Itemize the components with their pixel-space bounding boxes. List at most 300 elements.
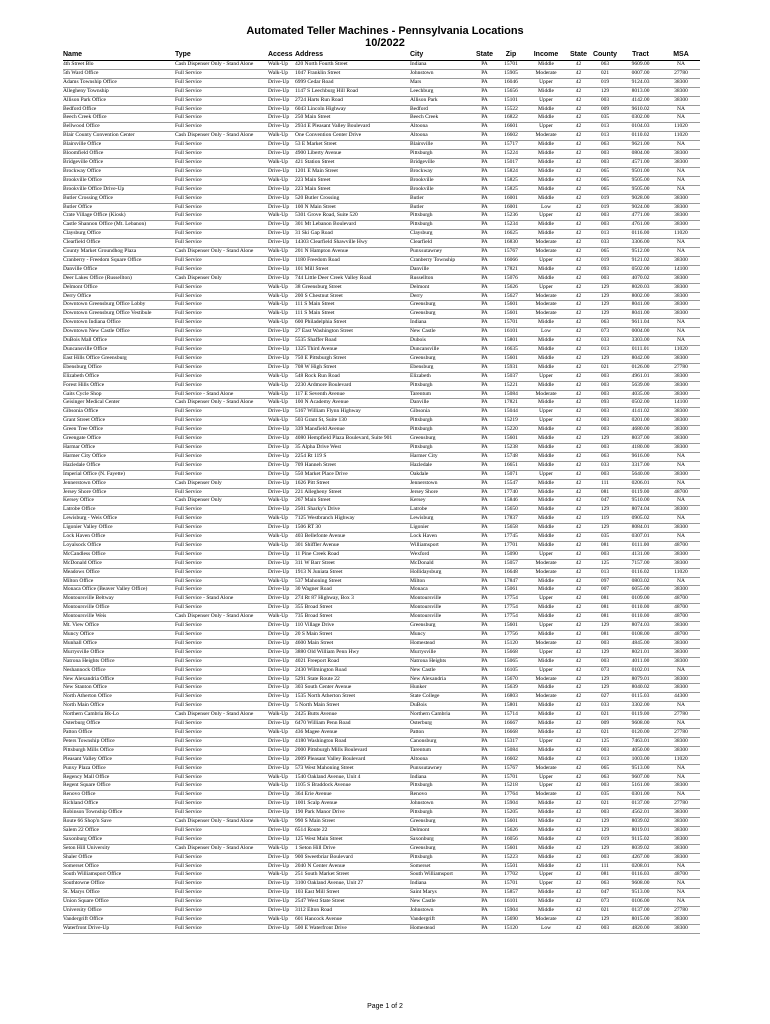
cell-name: McDonald Office [63,559,175,568]
cell-state-code: 42 [566,541,591,550]
cell-tract: 3302.00 [619,702,662,711]
cell-type: Full Service [175,158,268,167]
cell-type: Cash Dispenser Only [175,274,268,283]
cell-city: Muncy [410,631,473,640]
cell-state-code: 42 [566,559,591,568]
cell-tract: 4070.02 [619,274,662,283]
cell-city: Saxonburg [410,835,473,844]
cell-type: Full Service [175,319,268,328]
cell-access: Walk-Up [268,773,295,782]
cell-access: Drive-Up [268,657,295,666]
table-row [63,479,700,488]
cell-zip: 15601 [496,622,526,631]
cell-county: 013 [591,755,619,764]
cell-access: Walk-Up [268,728,295,737]
cell-tract: 4131.00 [619,550,662,559]
cell-zip: 15670 [496,675,526,684]
cell-county: 013 [591,568,619,577]
cell-zip: 16830 [496,239,526,248]
table-row [63,203,700,212]
cell-city: Danville [410,399,473,408]
cell-tract: 4680.00 [619,426,662,435]
cell-state-code: 42 [566,283,591,292]
cell-access: Walk-Up [268,533,295,542]
table-row [63,924,700,933]
cell-tract: 7463.01 [619,737,662,746]
cell-city: Williamsport [410,541,473,550]
cell-income: Middle [526,354,566,363]
cell-tract: 9621.00 [619,141,662,150]
cell-state-code: 42 [566,684,591,693]
cell-name: Peters Township Office [63,737,175,746]
table-row [63,61,700,70]
cell-income: Middle [526,461,566,470]
cell-msa: 38300 [662,78,700,87]
cell-zip: 15057 [496,559,526,568]
cell-zip: 15857 [496,889,526,898]
cell-msa: 38300 [662,256,700,265]
cell-name: New Alexandria Office [63,675,175,684]
cell-zip: 15767 [496,764,526,773]
cell-tract: 4011.00 [619,657,662,666]
cell-address: 420 North Fourth Street [295,61,410,70]
cell-county: 065 [591,176,619,185]
cell-type: Full Service - Stand Alone [175,390,268,399]
cell-income: Upper [526,417,566,426]
cell-name: Montoursville Beltway [63,595,175,604]
cell-state: PA [473,604,496,613]
cell-name: Bridgeville Office [63,158,175,167]
cell-access: Drive-Up [268,426,295,435]
table-row [63,301,700,310]
cell-tract: 0302.00 [619,114,662,123]
cell-state: PA [473,826,496,835]
cell-access: Drive-Up [268,230,295,239]
cell-type: Full Service [175,907,268,916]
cell-type: Full Service [175,577,268,586]
cell-county: 129 [591,87,619,96]
cell-state: PA [473,755,496,764]
cell-zip: 15601 [496,354,526,363]
table-row [63,337,700,346]
cell-state: PA [473,916,496,925]
cell-income: Middle [526,711,566,720]
cell-tract: 8015.00 [619,916,662,925]
cell-state: PA [473,417,496,426]
cell-name: Montoursville Weis [63,613,175,622]
cell-type: Full Service [175,568,268,577]
cell-address: 1147 S Leechburg Hill Road [295,87,410,96]
cell-state: PA [473,818,496,827]
cell-access: Walk-Up [268,283,295,292]
cell-access: Drive-Up [268,194,295,203]
cell-type: Full Service [175,755,268,764]
cell-type: Full Service [175,924,268,933]
cell-address: 101 Mill Street [295,265,410,274]
table-row [63,755,700,764]
cell-zip: 17847 [496,577,526,586]
cell-state: PA [473,853,496,862]
cell-state: PA [473,479,496,488]
cell-state-code: 42 [566,693,591,702]
cell-state-code: 42 [566,123,591,132]
cell-access: Drive-Up [268,87,295,96]
cell-name: Lewisburg - Weis Office [63,515,175,524]
column-header-income: Income [526,50,566,61]
cell-access: Drive-Up [268,203,295,212]
cell-state: PA [473,185,496,194]
cell-income: Middle [526,265,566,274]
cell-name: Butler Crossing Office [63,194,175,203]
cell-msa: NA [662,328,700,337]
cell-state: PA [473,782,496,791]
cell-state-code: 42 [566,631,591,640]
cell-zip: 15317 [496,737,526,746]
cell-income: Middle [526,105,566,114]
cell-address: 267 Main Street [295,497,410,506]
cell-type: Full Service [175,310,268,319]
cell-city: New Castle [410,898,473,907]
cell-name: Greengate Office [63,435,175,444]
cell-name: Gibsonia Office [63,408,175,417]
cell-tract: 0126.00 [619,363,662,372]
table-row [63,631,700,640]
cell-state: PA [473,675,496,684]
cell-county: 063 [591,880,619,889]
cell-type: Full Service [175,773,268,782]
cell-income: Upper [526,123,566,132]
cell-msa: NA [662,889,700,898]
cell-name: Forest Hills Office [63,381,175,390]
cell-access: Walk-Up [268,577,295,586]
cell-name: Vandergrift Office [63,916,175,925]
cell-zip: 16105 [496,666,526,675]
cell-state: PA [473,390,496,399]
cell-tract: 4267.00 [619,853,662,862]
cell-msa: 48700 [662,595,700,604]
cell-city: Pittsburgh [410,150,473,159]
cell-name: Downtown New Castle Office [63,328,175,337]
cell-state: PA [473,461,496,470]
cell-county: 003 [591,924,619,933]
cell-type: Full Service [175,684,268,693]
cell-type: Full Service [175,622,268,631]
cell-address: 355 Broad Street [295,604,410,613]
cell-zip: 15218 [496,782,526,791]
cell-msa: 38300 [662,158,700,167]
cell-state: PA [473,773,496,782]
cell-access: Drive-Up [268,274,295,283]
cell-msa: NA [662,880,700,889]
cell-zip: 17821 [496,399,526,408]
cell-county: 129 [591,916,619,925]
cell-zip: 16668 [496,728,526,737]
cell-address: 5167 William Flynn Highway [295,408,410,417]
table-row [63,907,700,916]
cell-msa: 11020 [662,230,700,239]
cell-tract: 9505.00 [619,185,662,194]
cell-county: 003 [591,372,619,381]
cell-access: Walk-Up [268,372,295,381]
cell-county: 003 [591,381,619,390]
cell-state-code: 42 [566,248,591,257]
cell-tract: 9124.03 [619,78,662,87]
cell-county: 003 [591,150,619,159]
cell-city: Clearfield [410,239,473,248]
table-row [63,408,700,417]
cell-access: Drive-Up [268,595,295,604]
cell-name: Natrona Heights Office [63,657,175,666]
table-row [63,141,700,150]
cell-county: 003 [591,96,619,105]
cell-state-code: 42 [566,114,591,123]
cell-state: PA [473,568,496,577]
cell-zip: 16651 [496,461,526,470]
table-row [63,78,700,87]
cell-state-code: 42 [566,274,591,283]
cell-tract: 0119.00 [619,488,662,497]
cell-tract: 0208.01 [619,862,662,871]
cell-access: Drive-Up [268,506,295,515]
column-header-access: Access [268,50,295,61]
cell-state: PA [473,265,496,274]
cell-zip: 15221 [496,381,526,390]
cell-msa: 38300 [662,844,700,853]
cell-tract: 0803.02 [619,577,662,586]
cell-county: 065 [591,248,619,257]
cell-access: Drive-Up [268,684,295,693]
cell-county: 081 [591,541,619,550]
cell-access: Walk-Up [268,497,295,506]
table-row [63,194,700,203]
cell-county: 003 [591,470,619,479]
cell-state: PA [473,515,496,524]
cell-access: Walk-Up [268,515,295,524]
cell-state-code: 42 [566,711,591,720]
cell-name: Milton Office [63,577,175,586]
cell-zip: 16803 [496,693,526,702]
cell-county: 035 [591,114,619,123]
table-row [63,791,700,800]
cell-state: PA [473,800,496,809]
cell-county: 019 [591,203,619,212]
cell-state: PA [473,791,496,800]
cell-tract: 1003.00 [619,755,662,764]
cell-address: 30 Wagner Road [295,586,410,595]
table-row [63,185,700,194]
cell-type: Full Service [175,452,268,461]
cell-address: 2425 Butts Avenue [295,711,410,720]
cell-city: Altoona [410,123,473,132]
cell-state-code: 42 [566,230,591,239]
cell-zip: 15236 [496,212,526,221]
cell-state: PA [473,924,496,933]
cell-access: Drive-Up [268,550,295,559]
cell-zip: 16822 [496,114,526,123]
cell-county: 129 [591,524,619,533]
cell-access: Walk-Up [268,613,295,622]
cell-zip: 16001 [496,194,526,203]
cell-city: Johnstown [410,69,473,78]
cell-tract: 3317.00 [619,461,662,470]
cell-county: 027 [591,693,619,702]
cell-type: Full Service [175,728,268,737]
cell-access: Walk-Up [268,417,295,426]
cell-address: 600 Philadelphia Street [295,319,410,328]
cell-msa: 38300 [662,622,700,631]
cell-type: Full Service [175,835,268,844]
cell-county: 019 [591,194,619,203]
cell-zip: 15767 [496,248,526,257]
cell-state-code: 42 [566,470,591,479]
cell-address: 6470 William Penn Road [295,720,410,729]
cell-access: Drive-Up [268,648,295,657]
cell-address: 1626 Pitt Street [295,479,410,488]
cell-address: 301 Shiffler Avenue [295,541,410,550]
cell-state-code: 42 [566,844,591,853]
table-row [63,167,700,176]
cell-state: PA [473,69,496,78]
cell-address: 537 Mahoning Street [295,577,410,586]
cell-name: Cranberry - Freedom Square Office [63,256,175,265]
cell-county: 033 [591,461,619,470]
cell-name: Waterfront Drive-Up [63,924,175,933]
cell-zip: 15846 [496,497,526,506]
cell-county: 013 [591,132,619,141]
table-row [63,728,700,737]
cell-state-code: 42 [566,96,591,105]
cell-name: Somerset Office [63,862,175,871]
cell-county: 013 [591,230,619,239]
cell-state-code: 42 [566,363,591,372]
cell-city: Altoona [410,755,473,764]
cell-city: Punxsutawney [410,764,473,773]
cell-state-code: 42 [566,417,591,426]
cell-msa: NA [662,461,700,470]
table-row [63,123,700,132]
cell-state-code: 42 [566,194,591,203]
cell-income: Moderate [526,69,566,78]
cell-msa: 27780 [662,711,700,720]
table-row [63,746,700,755]
cell-msa: 27780 [662,363,700,372]
cell-income: Middle [526,889,566,898]
cell-city: Delmont [410,283,473,292]
cell-county: 035 [591,791,619,800]
cell-msa: 38300 [662,435,700,444]
cell-address: 1 Seton Hill Drive [295,844,410,853]
cell-tract: 6055.00 [619,586,662,595]
cell-type: Full Service - Stand Alone [175,595,268,604]
cell-access: Drive-Up [268,408,295,417]
cell-msa: 11020 [662,568,700,577]
cell-name: Southtowne Office [63,880,175,889]
cell-state-code: 42 [566,337,591,346]
cell-zip: 15061 [496,586,526,595]
cell-zip: 15120 [496,639,526,648]
cell-access: Drive-Up [268,862,295,871]
cell-type: Full Service [175,720,268,729]
cell-income: Middle [526,221,566,230]
cell-access: Drive-Up [268,586,295,595]
cell-address: 3880 Old William Penn Hwy [295,648,410,657]
cell-state: PA [473,176,496,185]
cell-state-code: 42 [566,132,591,141]
cell-city: Johnstown [410,800,473,809]
cell-address: 550 Market Place Drive [295,470,410,479]
cell-address: 111 S Main Street [295,310,410,319]
cell-zip: 15701 [496,880,526,889]
cell-tract: 0301.00 [619,791,662,800]
table-row [63,488,700,497]
cell-state: PA [473,283,496,292]
cell-state-code: 42 [566,354,591,363]
cell-state: PA [473,648,496,657]
cell-state: PA [473,105,496,114]
cell-state-code: 42 [566,577,591,586]
cell-name: Salem 22 Office [63,826,175,835]
cell-zip: 15101 [496,96,526,105]
cell-zip: 15701 [496,773,526,782]
cell-zip: 15690 [496,916,526,925]
cell-zip: 17702 [496,871,526,880]
cell-type: Cash Dispenser Only - Stand Alone [175,248,268,257]
cell-county: 065 [591,167,619,176]
cell-zip: 15801 [496,702,526,711]
cell-zip: 17754 [496,595,526,604]
cell-city: Canonsburg [410,737,473,746]
cell-address: 201 N Hampton Avenue [295,248,410,257]
cell-tract: 9115.02 [619,835,662,844]
cell-type: Full Service [175,150,268,159]
cell-zip: 17740 [496,488,526,497]
cell-county: 063 [591,141,619,150]
cell-zip: 15825 [496,176,526,185]
cell-state-code: 42 [566,408,591,417]
cell-name: Adams Township Office [63,78,175,87]
cell-city: Pittsburgh [410,443,473,452]
table-row [63,426,700,435]
cell-type: Full Service [175,105,268,114]
cell-city: Wexford [410,550,473,559]
cell-zip: 15639 [496,684,526,693]
cell-access: Drive-Up [268,631,295,640]
cell-zip: 15205 [496,809,526,818]
cell-msa: NA [662,720,700,729]
cell-state-code: 42 [566,773,591,782]
cell-county: 003 [591,746,619,755]
cell-income: Middle [526,381,566,390]
cell-county: 033 [591,239,619,248]
cell-state-code: 42 [566,613,591,622]
cell-tract: 0137.00 [619,907,662,916]
cell-state-code: 42 [566,916,591,925]
cell-type: Full Service [175,123,268,132]
cell-tract: 9028.00 [619,194,662,203]
cell-income: Moderate [526,764,566,773]
cell-state: PA [473,426,496,435]
cell-access: Drive-Up [268,96,295,105]
cell-county: 013 [591,346,619,355]
cell-state: PA [473,230,496,239]
cell-address: 5291 State Route 22 [295,675,410,684]
cell-city: New Castle [410,666,473,675]
cell-state: PA [473,114,496,123]
cell-msa: 38300 [662,372,700,381]
cell-income: Middle [526,818,566,827]
cell-zip: 15825 [496,185,526,194]
cell-address: 190 Park Manor Drive [295,809,410,818]
